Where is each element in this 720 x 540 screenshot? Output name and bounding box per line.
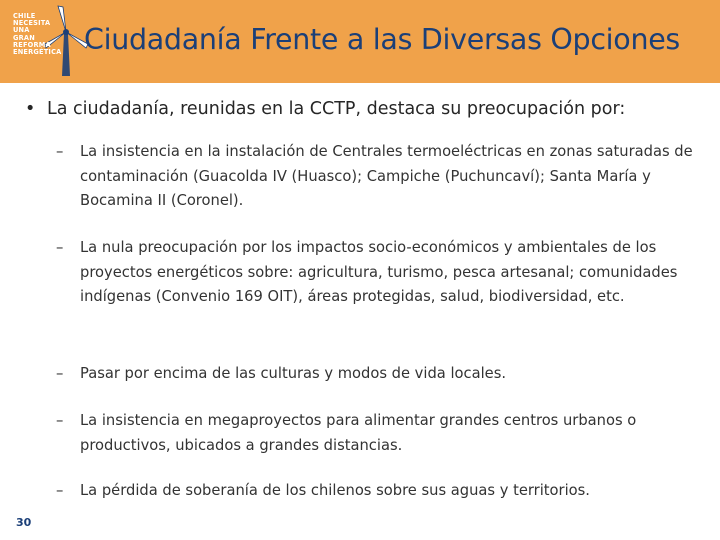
main-bullet <box>25 96 715 122</box>
sub-bullet-text: La pérdida de soberanía de los chilenos sobre sus aguas y territorios. <box>80 482 590 499</box>
sub-bullet <box>56 140 696 214</box>
sub-bullet-text: La nula preocupación por los impactos socio-económicos y ambientales de los proyectos energéticos sobre: agricultura, turismo, pesca artesanal; comunidades indígenas (Convenio 169 OIT), áreas protegidas, salud, biodiversidad, etc. <box>80 239 678 305</box>
logo-text <box>13 13 61 56</box>
logo-line: GRAN <box>13 33 35 42</box>
main-bullet-text: La ciudadanía, reunidas en la CCTP, destaca su preocupación por: <box>47 99 626 119</box>
dash-marker: – <box>56 239 64 256</box>
dash-marker: – <box>56 482 64 499</box>
dash-marker: – <box>56 143 64 160</box>
slide-title: Ciudadanía Frente a las Diversas Opciones <box>84 23 680 56</box>
logo-line: NECESITA <box>13 19 51 28</box>
page-number: 30 <box>16 516 32 529</box>
bullet-marker: • <box>25 99 36 119</box>
sub-bullet <box>56 409 696 458</box>
sub-bullet-text: Pasar por encima de las culturas y modos de vida locales. <box>80 365 507 382</box>
logo-line: REFORMA <box>13 40 51 49</box>
slide-header <box>0 0 720 83</box>
dash-marker: – <box>56 365 64 382</box>
sub-bullet-text: La insistencia en megaproyectos para alimentar grandes centros urbanos o productivos, ubicados a grandes distancias. <box>80 412 637 454</box>
sub-bullet-text: La insistencia en la instalación de Centrales termoeléctricas en zonas saturadas de contaminación (Guacolda IV (Huasco); Campiche (Puchuncaví); Santa María y Bocamina II (Coronel). <box>80 143 693 209</box>
sub-bullet <box>56 362 696 387</box>
logo-line: ENERGÉTICA <box>13 48 62 57</box>
sub-bullet <box>56 236 696 310</box>
reform-logo <box>10 4 90 78</box>
logo-line: UNA <box>13 26 30 35</box>
logo-line: CHILE <box>13 12 36 20</box>
dash-marker: – <box>56 412 64 429</box>
sub-bullet <box>56 479 696 504</box>
